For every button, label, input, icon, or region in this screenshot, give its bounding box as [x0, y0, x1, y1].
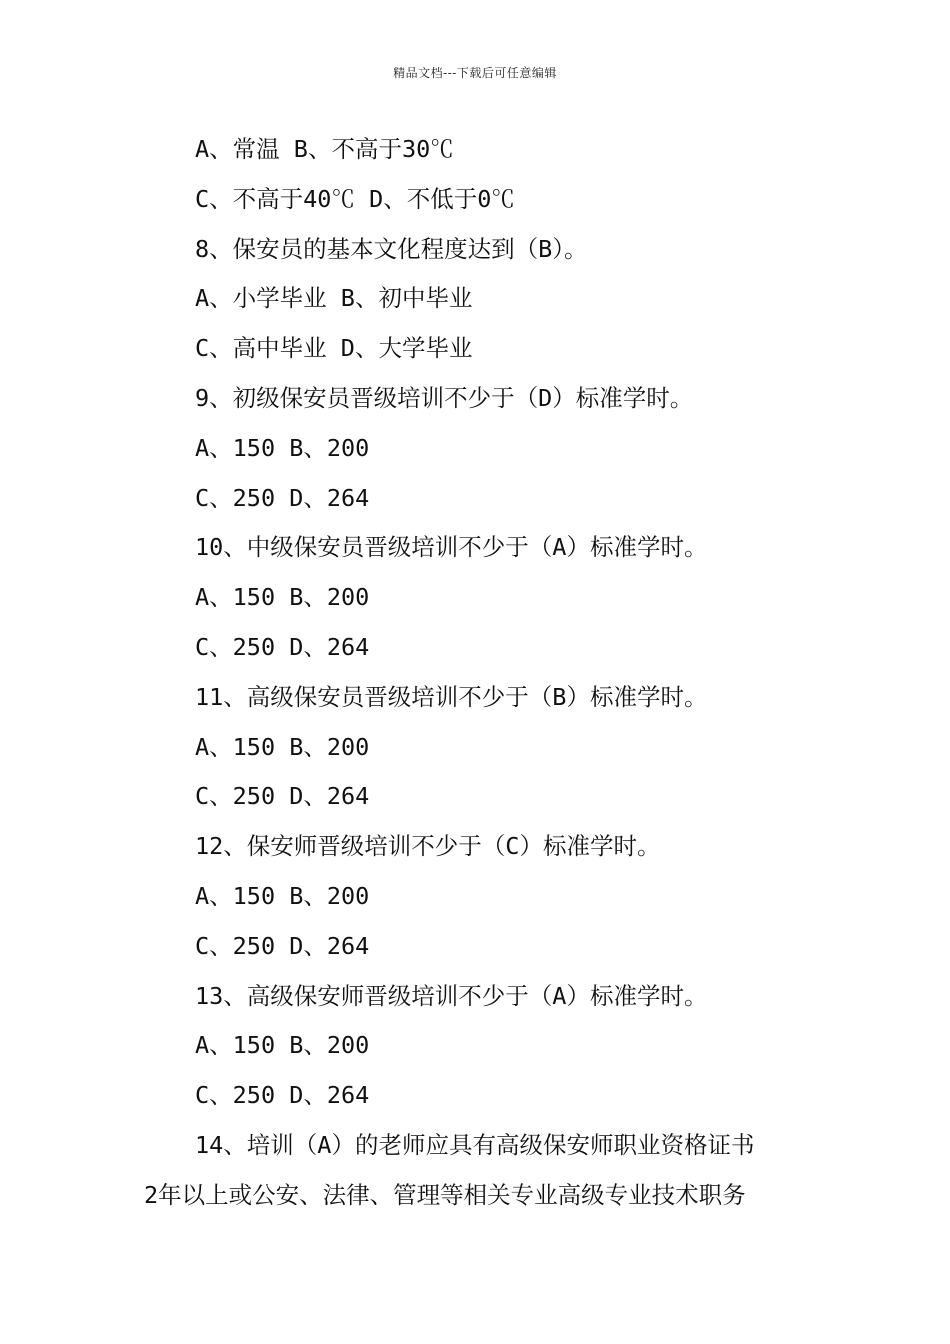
option-line: C、250 D、264 [195, 483, 370, 512]
question-line: 11、高级保安员晋级培训不少于（B）标准学时。 [195, 682, 708, 711]
question-line: 9、初级保安员晋级培训不少于（D）标准学时。 [195, 383, 694, 412]
option-line: C、250 D、264 [195, 782, 370, 811]
question-list [0, 131, 950, 1227]
question-line: 13、高级保安师晋级培训不少于（A）标准学时。 [195, 981, 708, 1010]
option-line: A、小学毕业 B、初中毕业 [195, 284, 473, 313]
option-line: A、150 B、200 [195, 881, 370, 910]
option-line: A、常温 B、不高于30℃ [195, 135, 454, 163]
option-line: C、250 D、264 [195, 632, 370, 661]
question-line: 10、中级保安员晋级培训不少于（A）标准学时。 [195, 533, 708, 562]
option-line: A、150 B、200 [195, 583, 370, 612]
option-line: C、250 D、264 [195, 1081, 370, 1110]
page-header: 精品文档---下载后可任意编辑 [393, 66, 557, 80]
option-line: A、150 B、200 [195, 732, 370, 761]
option-line: C、不高于40℃ D、不低于0℃ [195, 184, 515, 213]
question-line: 12、保安师晋级培训不少于（C）标准学时。 [195, 832, 661, 861]
option-line: C、高中毕业 D、大学毕业 [195, 334, 473, 363]
question-line: 14、培训（A）的老师应具有高级保安师职业资格证书 [195, 1130, 755, 1159]
option-line: A、150 B、200 [195, 1031, 370, 1060]
question-line: 8、保安员的基本文化程度达到（B）。 [195, 234, 588, 263]
option-line: A、150 B、200 [195, 433, 370, 462]
option-line: C、250 D、264 [195, 931, 370, 960]
continuation-line: 2年以上或公安、法律、管理等相关专业高级专业技术职务 [144, 1180, 746, 1209]
